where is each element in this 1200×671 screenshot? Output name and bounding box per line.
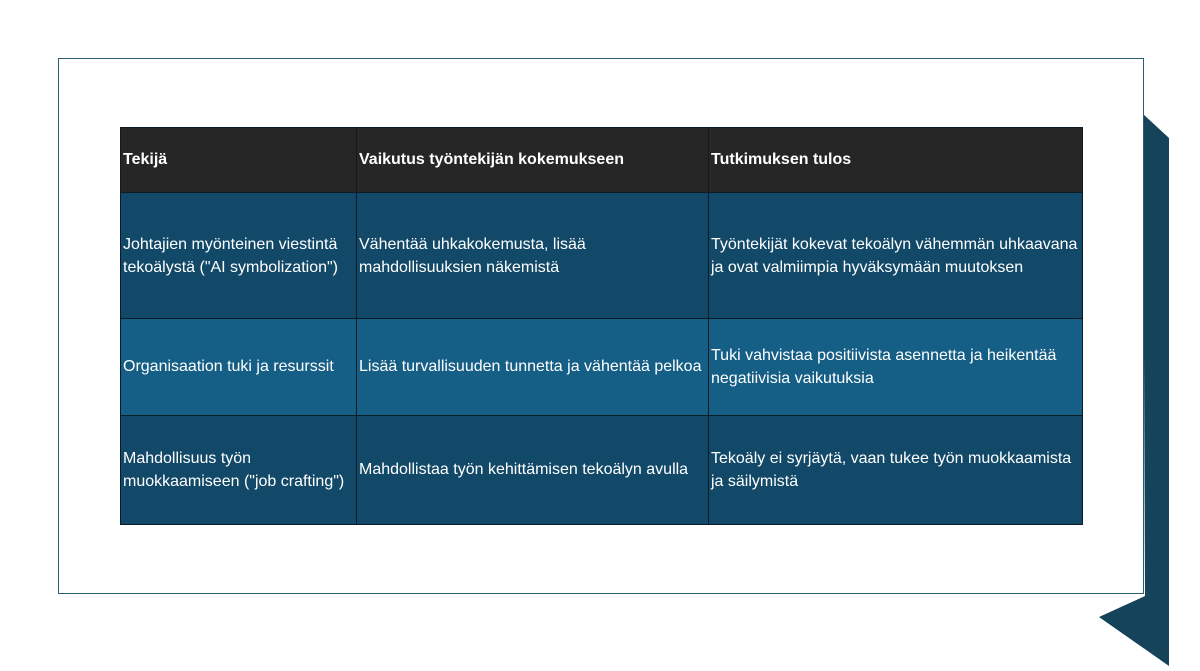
table-cell-result: Tekoäly ei syrjäytä, vaan tukee työn muokkaamista ja säilymistä [709,415,1083,524]
table-cell-effect: Vähentää uhkakokemusta, lisää mahdollisuuksien näkemistä [357,193,709,319]
table-cell-effect: Lisää turvallisuuden tunnetta ja vähentää pelkoa [357,319,709,415]
research-table-container [120,127,1082,525]
table-cell-result: Työntekijät kokevat tekoälyn vähemmän uhkaavana ja ovat valmiimpia hyväksymään muutoksen [709,193,1083,319]
table-cell-result: Tuki vahvistaa positiivista asennetta ja heikentää negatiivisia vaikutuksia [709,319,1083,415]
column-header-factor: Tekijä [121,128,357,193]
table-cell-factor: Johtajien myönteinen viestintä tekoälystä ("AI symbolization") [121,193,357,319]
table-header-row [121,128,1083,193]
table-row [121,415,1083,524]
research-table [120,127,1083,525]
table-cell-factor: Mahdollisuus työn muokkaamiseen ("job crafting") [121,415,357,524]
table-cell-effect: Mahdollistaa työn kehittämisen tekoälyn avulla [357,415,709,524]
table-cell-factor: Organisaation tuki ja resurssit [121,319,357,415]
table-row [121,193,1083,319]
table-row [121,319,1083,415]
column-header-result: Tutkimuksen tulos [709,128,1083,193]
column-header-effect: Vaikutus työntekijän kokemukseen [357,128,709,193]
